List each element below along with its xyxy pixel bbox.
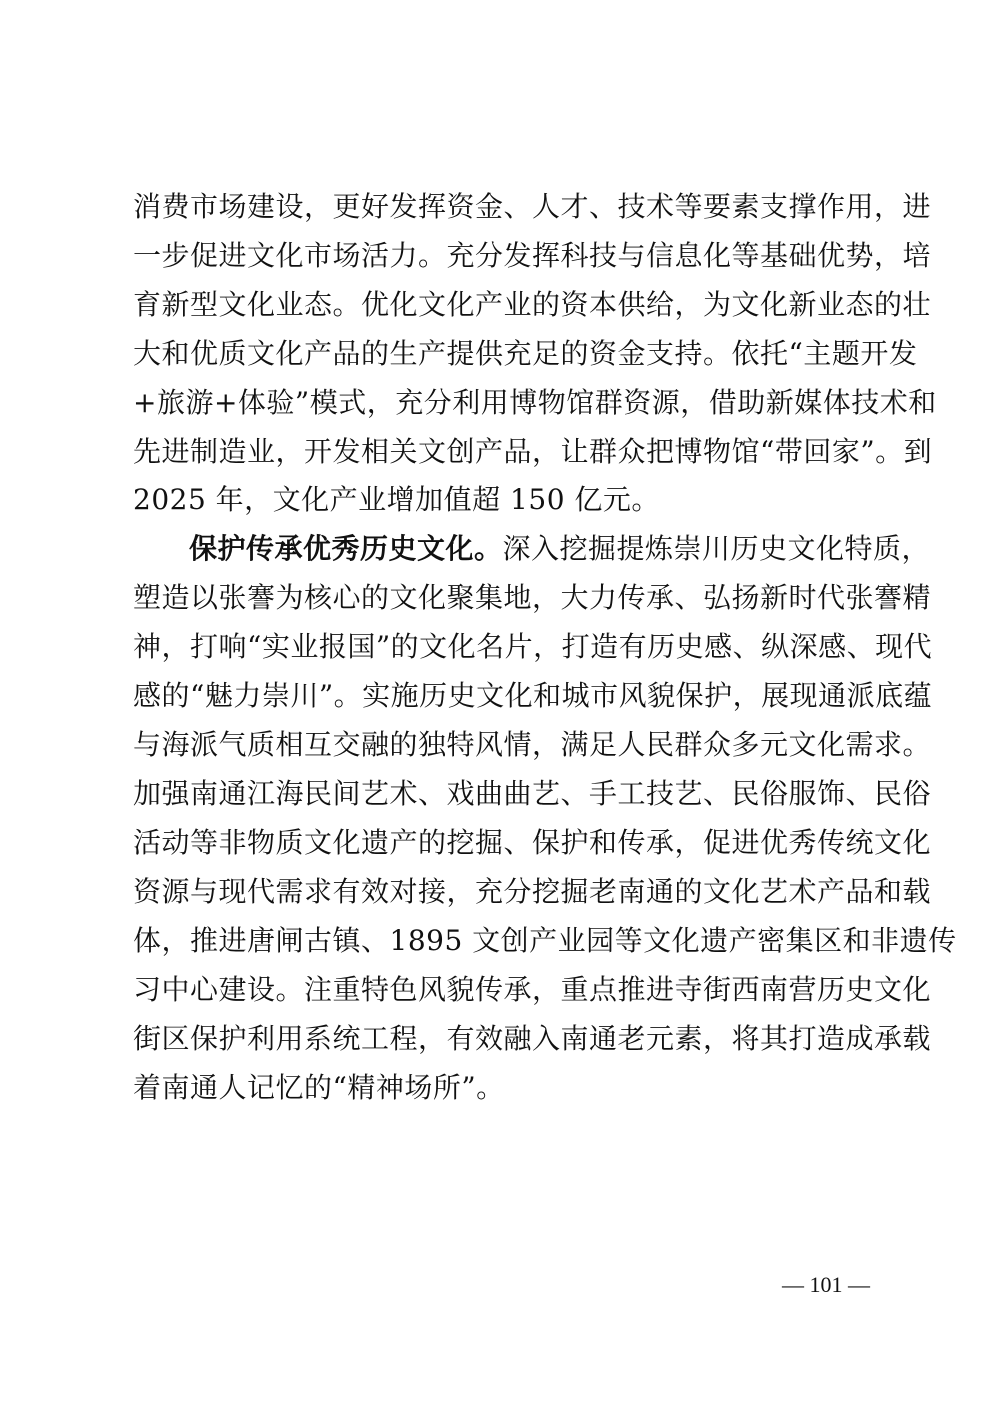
text-line: 街区保护利用系统工程，有效融入南通老元素，将其打造成承载 <box>133 1022 932 1055</box>
text-line: 大和优质文化产品的生产提供充足的资金支持。依托“主题开发 <box>133 337 918 370</box>
text-line: 着南通人记忆的“精神场所”。 <box>133 1071 505 1104</box>
text-line: 感的“魅力崇川”。实施历史文化和城市风貌保护，展现通派底蕴 <box>133 679 933 712</box>
text-line: 体，推进唐闸古镇、1895 文创产业园等文化遗产密集区和非遗传 <box>133 924 957 957</box>
text-line: 塑造以张謇为核心的文化聚集地，大力传承、弘扬新时代张謇精 <box>133 581 932 614</box>
text-line: +旅游+体验”模式，充分利用博物馆群资源，借助新媒体技术和 <box>133 386 937 419</box>
text-line: 与海派气质相互交融的独特风情，满足人民群众多元文化需求。 <box>133 728 932 761</box>
text-line: 消费市场建设，更好发挥资金、人才、技术等要素支撑作用，进 <box>133 190 932 223</box>
text-line: 育新型文化业态。优化文化产业的资本供给，为文化新业态的壮 <box>133 288 932 321</box>
paragraph-first-line <box>189 527 931 571</box>
text-line: 先进制造业，开发相关文创产品，让群众把博物馆“带回家”。到 <box>133 435 933 468</box>
paragraph-first-line-text: 深入挖掘提炼崇川历史文化特质， <box>502 532 931 565</box>
paragraph-heading: 保护传承优秀历史文化。 <box>189 532 503 565</box>
text-line: 加强南通江海民间艺术、戏曲曲艺、手工技艺、民俗服饰、民俗 <box>133 777 932 810</box>
text-line: 活动等非物质文化遗产的挖掘、保护和传承，促进优秀传统文化 <box>133 826 932 859</box>
text-line: 资源与现代需求有效对接，充分挖掘老南通的文化艺术产品和载 <box>133 875 932 908</box>
page-number: — 101 — <box>782 1272 870 1297</box>
text-line: 2025 年，文化产业增加值超 150 亿元。 <box>133 483 660 516</box>
text-line: 一步促进文化市场活力。充分发挥科技与信息化等基础优势，培 <box>133 239 932 272</box>
text-line: 习中心建设。注重特色风貌传承，重点推进寺街西南营历史文化 <box>133 973 932 1006</box>
text-line: 神，打响“实业报国”的文化名片，打造有历史感、纵深感、现代 <box>133 630 933 663</box>
